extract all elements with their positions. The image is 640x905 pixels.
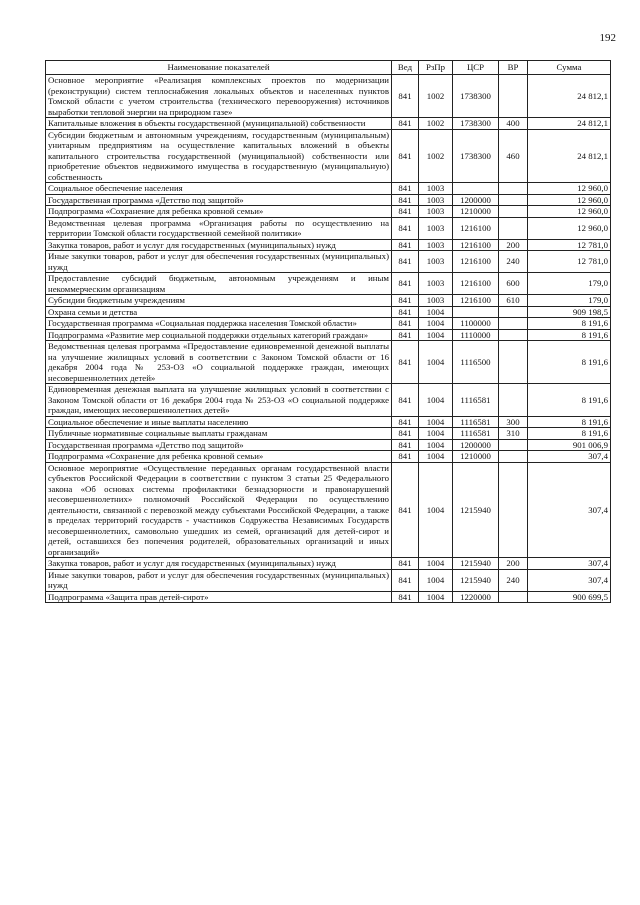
cell-ved: 841 bbox=[392, 329, 419, 341]
cell-csr: 1216100 bbox=[453, 239, 499, 251]
header-rzpr: РзПр bbox=[419, 61, 453, 75]
cell-rzpr: 1004 bbox=[419, 384, 453, 417]
cell-vr: 460 bbox=[499, 129, 528, 183]
cell-vr: 610 bbox=[499, 295, 528, 307]
cell-name: Предоставление субсидий бюджетным, автономным учреждениям и иным некоммерческим организациям bbox=[46, 273, 392, 295]
cell-rzpr: 1003 bbox=[419, 251, 453, 273]
cell-name: Подпрограмма «Сохранение для ребенка кровной семьи» bbox=[46, 206, 392, 218]
cell-vr: 300 bbox=[499, 416, 528, 428]
cell-vr bbox=[499, 341, 528, 384]
cell-csr: 1116581 bbox=[453, 428, 499, 440]
cell-name: Ведомственная целевая программа «Организация работы по осуществлению на территории Томской области государственной семейной политики» bbox=[46, 217, 392, 239]
cell-ved: 841 bbox=[392, 416, 419, 428]
cell-ved: 841 bbox=[392, 384, 419, 417]
table-row bbox=[46, 416, 611, 428]
cell-csr: 1738300 bbox=[453, 118, 499, 130]
cell-sum: 12 960,0 bbox=[528, 206, 611, 218]
cell-csr: 1216100 bbox=[453, 295, 499, 307]
table-row bbox=[46, 558, 611, 570]
cell-csr: 1220000 bbox=[453, 591, 499, 603]
table-row bbox=[46, 129, 611, 183]
cell-sum: 12 781,0 bbox=[528, 239, 611, 251]
cell-csr bbox=[453, 183, 499, 195]
cell-vr: 200 bbox=[499, 239, 528, 251]
cell-name: Государственная программа «Детство под защитой» bbox=[46, 194, 392, 206]
cell-name: Публичные нормативные социальные выплаты гражданам bbox=[46, 428, 392, 440]
cell-csr: 1200000 bbox=[453, 439, 499, 451]
cell-vr bbox=[499, 439, 528, 451]
cell-csr: 1216100 bbox=[453, 217, 499, 239]
cell-sum: 12 960,0 bbox=[528, 194, 611, 206]
cell-ved: 841 bbox=[392, 439, 419, 451]
cell-sum: 8 191,6 bbox=[528, 318, 611, 330]
cell-rzpr: 1004 bbox=[419, 462, 453, 558]
cell-ved: 841 bbox=[392, 318, 419, 330]
cell-vr: 200 bbox=[499, 558, 528, 570]
table-row bbox=[46, 118, 611, 130]
cell-sum: 307,4 bbox=[528, 451, 611, 463]
table-row bbox=[46, 451, 611, 463]
cell-ved: 841 bbox=[392, 217, 419, 239]
table-row bbox=[46, 384, 611, 417]
cell-rzpr: 1004 bbox=[419, 329, 453, 341]
cell-name: Социальное обеспечение и иные выплаты населению bbox=[46, 416, 392, 428]
cell-ved: 841 bbox=[392, 428, 419, 440]
cell-csr: 1210000 bbox=[453, 206, 499, 218]
cell-name: Социальное обеспечение населения bbox=[46, 183, 392, 195]
cell-csr: 1215940 bbox=[453, 462, 499, 558]
cell-vr: 600 bbox=[499, 273, 528, 295]
cell-vr bbox=[499, 329, 528, 341]
cell-rzpr: 1004 bbox=[419, 341, 453, 384]
cell-name: Иные закупки товаров, работ и услуг для обеспечения государственных (муниципальных) нужд bbox=[46, 251, 392, 273]
cell-name: Государственная программа «Детство под защитой» bbox=[46, 439, 392, 451]
cell-vr: 400 bbox=[499, 118, 528, 130]
cell-csr: 1116581 bbox=[453, 416, 499, 428]
cell-sum: 8 191,6 bbox=[528, 329, 611, 341]
cell-name: Подпрограмма «Сохранение для ребенка кровной семьи» bbox=[46, 451, 392, 463]
header-ved: Вед bbox=[392, 61, 419, 75]
cell-ved: 841 bbox=[392, 591, 419, 603]
cell-vr bbox=[499, 75, 528, 118]
cell-ved: 841 bbox=[392, 239, 419, 251]
cell-ved: 841 bbox=[392, 295, 419, 307]
cell-vr bbox=[499, 194, 528, 206]
cell-ved: 841 bbox=[392, 118, 419, 130]
cell-ved: 841 bbox=[392, 206, 419, 218]
cell-name: Охрана семьи и детства bbox=[46, 306, 392, 318]
cell-csr: 1200000 bbox=[453, 194, 499, 206]
cell-csr: 1216100 bbox=[453, 251, 499, 273]
cell-csr: 1215940 bbox=[453, 569, 499, 591]
cell-vr bbox=[499, 318, 528, 330]
table-row bbox=[46, 569, 611, 591]
header-row bbox=[46, 61, 611, 75]
cell-csr: 1210000 bbox=[453, 451, 499, 463]
cell-name: Подпрограмма «Защита прав детей-сирот» bbox=[46, 591, 392, 603]
page-number: 192 bbox=[599, 32, 616, 44]
cell-csr: 1738300 bbox=[453, 129, 499, 183]
cell-rzpr: 1004 bbox=[419, 439, 453, 451]
header-csr: ЦСР bbox=[453, 61, 499, 75]
cell-rzpr: 1003 bbox=[419, 217, 453, 239]
table-body bbox=[46, 75, 611, 603]
cell-name: Капитальные вложения в объекты государственной (муниципальной) собственности bbox=[46, 118, 392, 130]
cell-csr: 1100000 bbox=[453, 318, 499, 330]
cell-rzpr: 1004 bbox=[419, 591, 453, 603]
table-row bbox=[46, 273, 611, 295]
cell-rzpr: 1004 bbox=[419, 306, 453, 318]
cell-rzpr: 1004 bbox=[419, 318, 453, 330]
cell-vr bbox=[499, 451, 528, 463]
table-row bbox=[46, 194, 611, 206]
cell-rzpr: 1002 bbox=[419, 75, 453, 118]
cell-sum: 12 960,0 bbox=[528, 183, 611, 195]
cell-ved: 841 bbox=[392, 451, 419, 463]
cell-csr: 1738300 bbox=[453, 75, 499, 118]
cell-name: Закупка товаров, работ и услуг для государственных (муниципальных) нужд bbox=[46, 558, 392, 570]
cell-vr: 240 bbox=[499, 569, 528, 591]
table-header bbox=[46, 61, 611, 75]
cell-sum: 307,4 bbox=[528, 569, 611, 591]
budget-table bbox=[45, 60, 611, 603]
cell-csr: 1110000 bbox=[453, 329, 499, 341]
cell-rzpr: 1004 bbox=[419, 416, 453, 428]
cell-name: Субсидии бюджетным и автономным учреждениям, государственным (муниципальным) унитарным предприятиям на осуществление капитальных вложений в объекты капитального строительства государственной (муниципальной) собственности или приобретение объектов недвижимого имущества в государственную (муниципальную) собственность bbox=[46, 129, 392, 183]
cell-vr bbox=[499, 217, 528, 239]
cell-rzpr: 1003 bbox=[419, 239, 453, 251]
cell-vr: 310 bbox=[499, 428, 528, 440]
cell-rzpr: 1002 bbox=[419, 118, 453, 130]
table-row bbox=[46, 341, 611, 384]
cell-sum: 24 812,1 bbox=[528, 75, 611, 118]
cell-name: Основное мероприятие «Реализация комплексных проектов по модернизации (реконструкции) систем теплоснабжения локальных объектов и населенных пунктов Томской области с учетом строительства (технического перевооружения) источников выработки тепловой энергии на природном газе» bbox=[46, 75, 392, 118]
table-row bbox=[46, 306, 611, 318]
cell-sum: 8 191,6 bbox=[528, 416, 611, 428]
cell-ved: 841 bbox=[392, 183, 419, 195]
cell-ved: 841 bbox=[392, 558, 419, 570]
header-name: Наименование показателей bbox=[46, 61, 392, 75]
table-row bbox=[46, 217, 611, 239]
cell-sum: 307,4 bbox=[528, 558, 611, 570]
cell-ved: 841 bbox=[392, 129, 419, 183]
cell-rzpr: 1003 bbox=[419, 206, 453, 218]
cell-name: Государственная программа «Социальная поддержка населения Томской области» bbox=[46, 318, 392, 330]
cell-sum: 8 191,6 bbox=[528, 428, 611, 440]
cell-name: Единовременная денежная выплата на улучшение жилищных условий в соответствии с Законом Томской области от 16 декабря 2004 года № 253-ОЗ «О социальной поддержке граждан, имеющих несовершеннолетних детей» bbox=[46, 384, 392, 417]
cell-rzpr: 1003 bbox=[419, 273, 453, 295]
cell-ved: 841 bbox=[392, 273, 419, 295]
cell-sum: 179,0 bbox=[528, 295, 611, 307]
cell-rzpr: 1004 bbox=[419, 451, 453, 463]
cell-ved: 841 bbox=[392, 75, 419, 118]
cell-name: Субсидии бюджетным учреждениям bbox=[46, 295, 392, 307]
cell-ved: 841 bbox=[392, 462, 419, 558]
cell-rzpr: 1003 bbox=[419, 183, 453, 195]
cell-ved: 841 bbox=[392, 341, 419, 384]
cell-ved: 841 bbox=[392, 251, 419, 273]
cell-name: Подпрограмма «Развитие мер социальной поддержки отдельных категорий граждан» bbox=[46, 329, 392, 341]
cell-sum: 12 960,0 bbox=[528, 217, 611, 239]
cell-sum: 909 198,5 bbox=[528, 306, 611, 318]
cell-name: Основное мероприятие «Осуществление переданных органам государственной власти субъектов Российской Федерации в соответствии с пунктом 3 статьи 25 Федерального закона «Об основах системы профилактики безнадзорности и правонарушений несовершеннолетних» полномочий Российской Федерации по осуществлению деятельности, связанной с перевозкой между субъектами Российской Федерации, а также в пределах территорий государств - участников Содружества Независимых Государств несовершеннолетних, самовольно ушедших из семей, организаций для детей-сирот и детей, оставшихся без попечения родителей, образовательных организаций и иных организаций» bbox=[46, 462, 392, 558]
cell-vr: 240 bbox=[499, 251, 528, 273]
cell-sum: 901 006,9 bbox=[528, 439, 611, 451]
cell-ved: 841 bbox=[392, 306, 419, 318]
table-row bbox=[46, 295, 611, 307]
cell-csr bbox=[453, 306, 499, 318]
cell-csr: 1116581 bbox=[453, 384, 499, 417]
cell-csr: 1116500 bbox=[453, 341, 499, 384]
table-row bbox=[46, 462, 611, 558]
cell-rzpr: 1004 bbox=[419, 428, 453, 440]
table-row bbox=[46, 318, 611, 330]
cell-sum: 24 812,1 bbox=[528, 118, 611, 130]
cell-name: Закупка товаров, работ и услуг для государственных (муниципальных) нужд bbox=[46, 239, 392, 251]
cell-ved: 841 bbox=[392, 194, 419, 206]
cell-rzpr: 1004 bbox=[419, 569, 453, 591]
cell-vr bbox=[499, 306, 528, 318]
table-row bbox=[46, 591, 611, 603]
table-row bbox=[46, 329, 611, 341]
cell-vr bbox=[499, 206, 528, 218]
header-sum: Сумма bbox=[528, 61, 611, 75]
cell-rzpr: 1003 bbox=[419, 295, 453, 307]
cell-sum: 307,4 bbox=[528, 462, 611, 558]
table-row bbox=[46, 75, 611, 118]
cell-sum: 8 191,6 bbox=[528, 384, 611, 417]
cell-vr bbox=[499, 462, 528, 558]
cell-csr: 1215940 bbox=[453, 558, 499, 570]
cell-sum: 900 699,5 bbox=[528, 591, 611, 603]
table-row bbox=[46, 439, 611, 451]
cell-sum: 179,0 bbox=[528, 273, 611, 295]
cell-sum: 24 812,1 bbox=[528, 129, 611, 183]
table-row bbox=[46, 183, 611, 195]
cell-vr bbox=[499, 591, 528, 603]
cell-ved: 841 bbox=[392, 569, 419, 591]
cell-name: Иные закупки товаров, работ и услуг для обеспечения государственных (муниципальных) нужд bbox=[46, 569, 392, 591]
cell-csr: 1216100 bbox=[453, 273, 499, 295]
cell-rzpr: 1003 bbox=[419, 194, 453, 206]
cell-rzpr: 1004 bbox=[419, 558, 453, 570]
cell-vr bbox=[499, 384, 528, 417]
cell-vr bbox=[499, 183, 528, 195]
header-vr: ВР bbox=[499, 61, 528, 75]
cell-sum: 12 781,0 bbox=[528, 251, 611, 273]
table-row bbox=[46, 428, 611, 440]
table-row bbox=[46, 251, 611, 273]
table-row bbox=[46, 206, 611, 218]
cell-name: Ведомственная целевая программа «Предоставление единовременной денежной выплаты на улучшение жилищных условий в соответствии с Законом Томской области от 16 декабря 2004 года № 253-ОЗ «О социальной поддержке граждан, имеющих несовершеннолетних детей» bbox=[46, 341, 392, 384]
cell-rzpr: 1002 bbox=[419, 129, 453, 183]
cell-sum: 8 191,6 bbox=[528, 341, 611, 384]
table-row bbox=[46, 239, 611, 251]
